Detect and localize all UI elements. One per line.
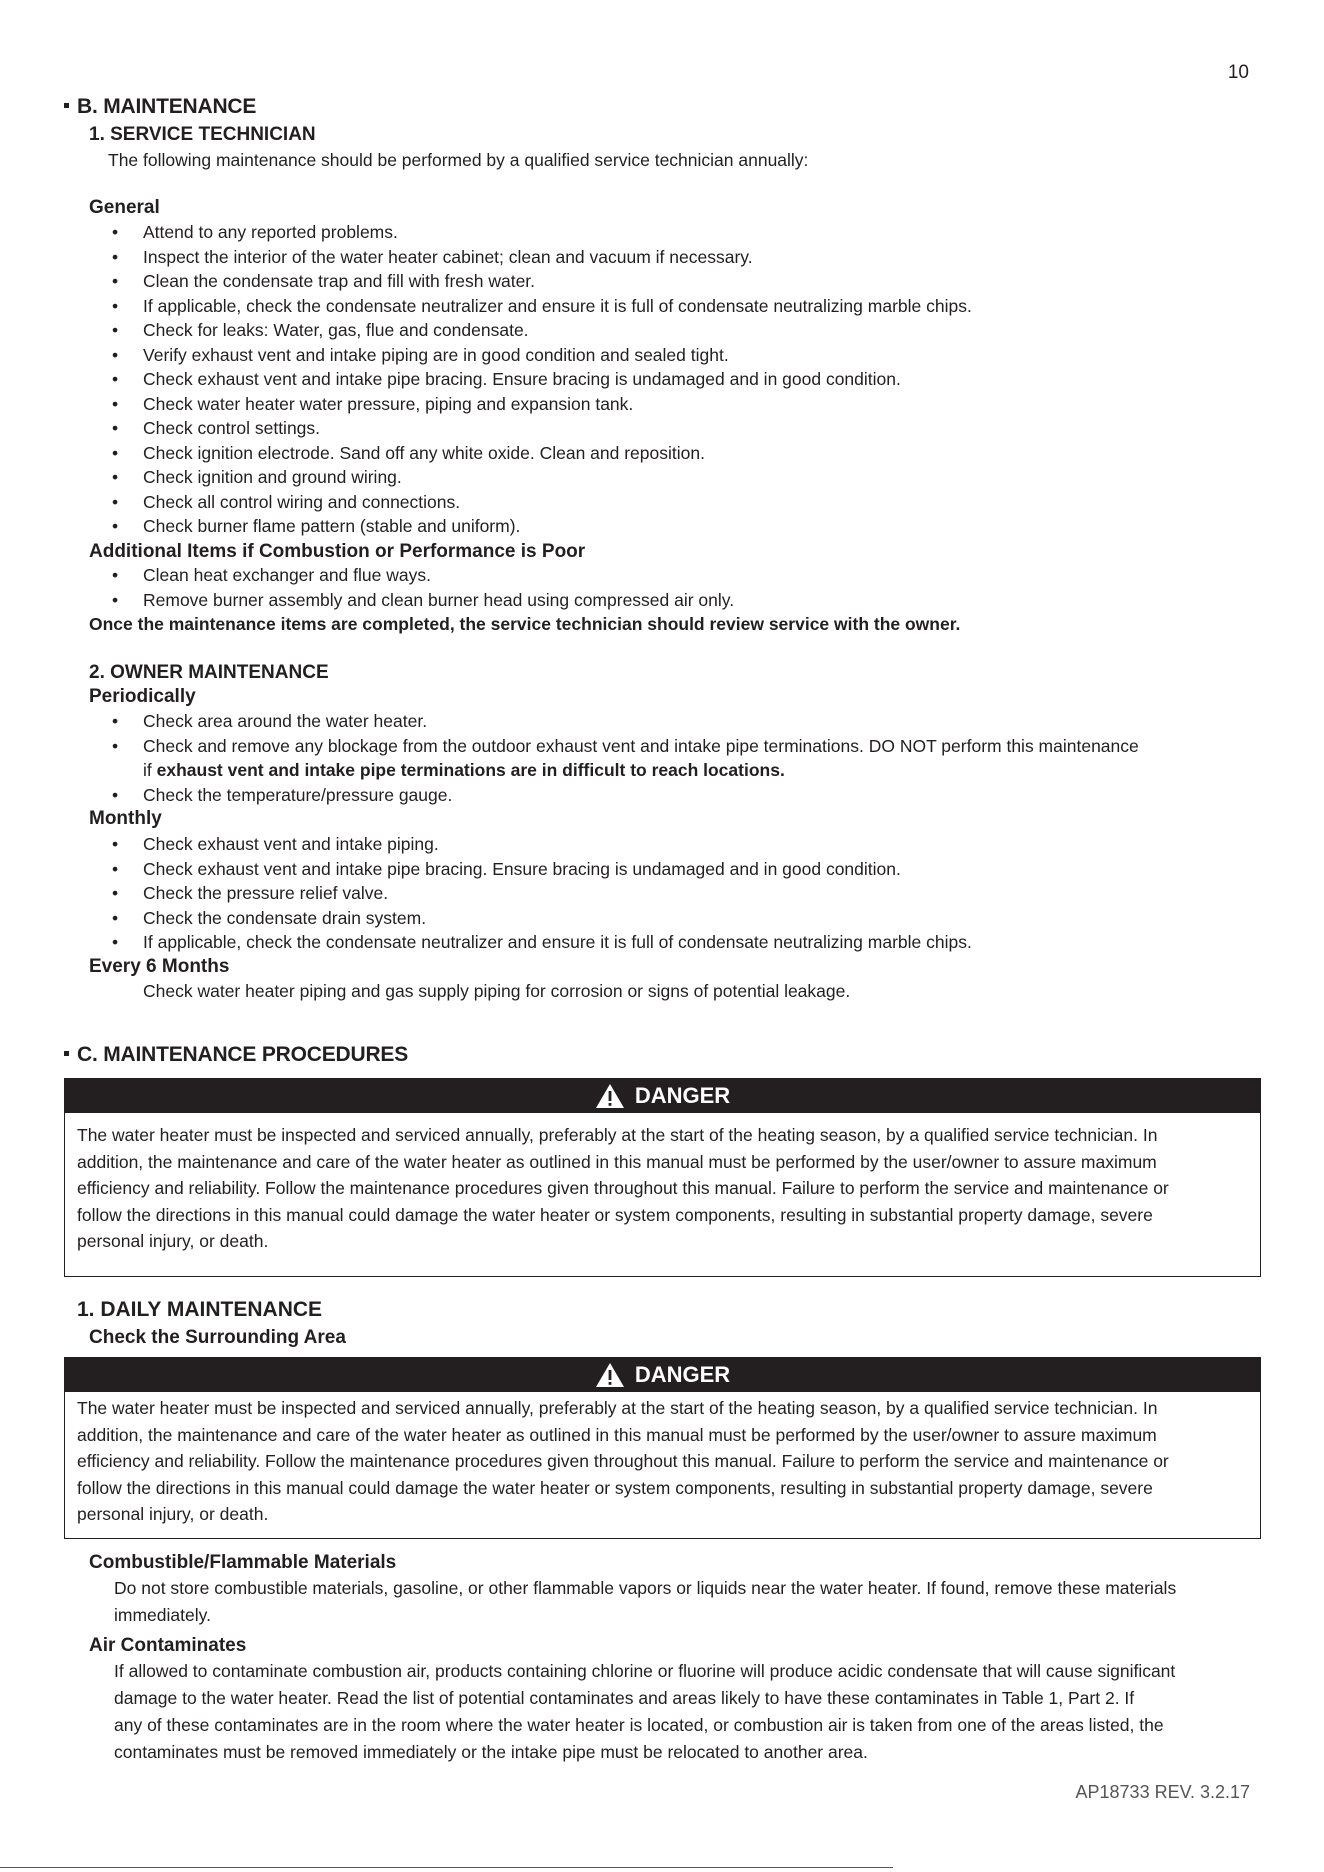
bullet-icon: • (112, 907, 119, 928)
combustible-label: Combustible/Flammable Materials (89, 1552, 397, 1573)
bullet-icon: • (112, 785, 119, 805)
periodically-label: Periodically (89, 686, 196, 707)
list-item (112, 590, 734, 611)
continuation-bold: exhaust vent and intake pipe terminations are in difficult to reach locations. (156, 760, 785, 780)
bullet-icon: • (112, 442, 119, 463)
warning-triangle-icon (595, 1083, 625, 1109)
bullet-icon: • (112, 932, 119, 952)
list-item-text: Check the pressure relief valve. (143, 883, 389, 903)
bullet-icon: • (112, 393, 119, 414)
service-technician-heading: 1. SERVICE TECHNICIAN (89, 124, 316, 145)
danger-text-line: addition, the maintenance and care of the water heater as outlined in this manual must be performed by the user/owner to assure maximum (77, 1424, 1157, 1445)
surrounding-area-label: Check the Surrounding Area (89, 1327, 346, 1348)
bullet-icon: • (112, 418, 119, 438)
danger-bar (65, 1358, 1260, 1392)
list-item (112, 271, 535, 292)
list-item (112, 859, 901, 880)
list-item (112, 516, 520, 537)
list-item-text: Check exhaust vent and intake pipe bracing. Ensure bracing is undamaged and in good condition. (143, 858, 901, 879)
list-item (112, 932, 972, 953)
list-item-text: Clean heat exchanger and flue ways. (143, 565, 431, 585)
section-bullet-icon (64, 1051, 69, 1056)
list-item-text: Remove burner assembly and clean burner head using compressed air only. (143, 589, 735, 610)
bullet-icon: • (112, 295, 119, 316)
list-item (112, 834, 439, 855)
bullet-icon: • (112, 491, 119, 512)
danger-text-line: follow the directions in this manual could damage the water heater or system components, resulting in substantial property damage, severe (77, 1204, 1153, 1225)
owner-maintenance-heading: 2. OWNER MAINTENANCE (89, 662, 329, 683)
list-item (112, 418, 320, 439)
list-item (112, 222, 398, 243)
general-label: General (89, 197, 160, 218)
list-item-text: Clean the condensate trap and fill with fresh water. (143, 271, 536, 291)
list-item (112, 908, 426, 929)
list-item-text: Check exhaust vent and intake pipe bracing. Ensure bracing is undamaged and in good condition. (143, 369, 901, 389)
bullet-icon: • (112, 516, 119, 536)
danger-text-line: personal injury, or death. (77, 1504, 269, 1524)
continuation-prefix: if (143, 760, 152, 780)
bullet-icon: • (112, 834, 119, 854)
bullet-icon: • (112, 271, 119, 291)
list-item (112, 369, 901, 390)
section-b-title: B. MAINTENANCE (77, 95, 257, 118)
list-item-text: Check for leaks: Water, gas, flue and condensate. (143, 320, 529, 340)
warning-triangle-icon (595, 1362, 625, 1388)
bullet-icon: • (112, 246, 119, 267)
paragraph-line: any of these contaminates are in the room where the water heater is located, or combustion air is taken from one of the areas listed, the (114, 1715, 1164, 1735)
bottom-rule (0, 1867, 893, 1868)
service-technician-intro: The following maintenance should be performed by a qualified service technician annually: (108, 150, 809, 170)
paragraph-line: Do not store combustible materials, gasoline, or other flammable vapors or liquids near the water heater. If found, remove these materials (114, 1578, 1177, 1598)
page-number: 10 (1227, 62, 1249, 83)
danger-label: DANGER (634, 1362, 731, 1387)
periodically-continuation (143, 760, 785, 781)
list-item (112, 296, 972, 317)
section-b-heading (64, 95, 256, 119)
danger-box-2 (64, 1357, 1261, 1539)
closing-note: Once the maintenance items are completed, the service technician should review service with the owner. (89, 614, 961, 634)
list-item-text: If applicable, check the condensate neutralizer and ensure it is full of condensate neutralizing marble chips. (143, 295, 972, 316)
air-contaminates-label: Air Contaminates (89, 1635, 247, 1656)
list-item-text: Check the temperature/pressure gauge. (143, 785, 453, 805)
paragraph-line: damage to the water heater. Read the list of potential contaminates and areas likely to have these contaminates in Table 1, Part 2. If (114, 1688, 1135, 1708)
additional-items-label: Additional Items if Combustion or Performance is Poor (89, 541, 586, 562)
danger-text-line: The water heater must be inspected and serviced annually, preferably at the start of the heating season, by a qualified service technician. In (77, 1125, 1158, 1145)
paragraph-line: If allowed to contaminate combustion air, products containing chlorine or fluorine will produce acidic condensate that will cause significant (114, 1661, 1176, 1681)
bullet-icon: • (112, 320, 119, 340)
danger-text-line: The water heater must be inspected and serviced annually, preferably at the start of the heating season, by a qualified service technician. In (77, 1398, 1158, 1418)
list-item (112, 345, 729, 366)
list-item (112, 247, 753, 268)
list-item-text: If applicable, check the condensate neutralizer and ensure it is full of condensate neutralizing marble chips. (143, 932, 972, 952)
list-item-text: Check area around the water heater. (143, 711, 428, 731)
danger-label: DANGER (634, 1083, 731, 1108)
list-item-text: Check all control wiring and connections. (143, 491, 461, 512)
danger-bar (65, 1079, 1260, 1113)
bullet-icon: • (112, 589, 119, 610)
list-item (112, 467, 402, 488)
document-code: AP18733 REV. 3.2.17 (1075, 1782, 1250, 1802)
list-item (112, 492, 460, 513)
bullet-icon: • (112, 369, 119, 389)
danger-text (65, 1392, 1260, 1537)
list-item (112, 443, 705, 464)
six-months-text: Check water heater piping and gas supply piping for corrosion or signs of potential leakage. (143, 981, 851, 1001)
section-c-heading (64, 1043, 408, 1067)
bullet-icon: • (112, 565, 119, 585)
monthly-label: Monthly (89, 808, 162, 829)
list-item (112, 394, 633, 415)
list-item-text: Verify exhaust vent and intake piping are in good condition and sealed tight. (143, 344, 729, 365)
list-item (112, 736, 1139, 757)
danger-text-line: follow the directions in this manual could damage the water heater or system components, resulting in substantial property damage, severe (77, 1477, 1153, 1498)
list-item (112, 883, 388, 904)
list-item-text: Check and remove any blockage from the outdoor exhaust vent and intake pipe terminations. DO NOT perform this maintenance (143, 736, 1139, 756)
list-item-text: Attend to any reported problems. (143, 222, 398, 242)
list-item-text: Check water heater water pressure, piping and expansion tank. (143, 393, 634, 414)
danger-text-line: efficiency and reliability. Follow the maintenance procedures given throughout this manual. Failure to perform the service and maintenance or (77, 1178, 1169, 1198)
list-item-text: Check ignition and ground wiring. (143, 467, 402, 487)
danger-text (65, 1113, 1260, 1264)
list-item (112, 565, 431, 586)
section-c-title: C. MAINTENANCE PROCEDURES (77, 1043, 409, 1066)
bullet-icon: • (112, 883, 119, 903)
list-item-text: Check burner flame pattern (stable and uniform). (143, 516, 521, 536)
list-item (112, 785, 452, 806)
list-item-text: Check control settings. (143, 418, 321, 438)
list-item-text: Check exhaust vent and intake piping. (143, 834, 439, 854)
danger-box-1 (64, 1078, 1261, 1277)
daily-maintenance-heading: 1. DAILY MAINTENANCE (77, 1298, 323, 1321)
bullet-icon: • (112, 711, 119, 731)
paragraph-line: contaminates must be removed immediately or the intake pipe must be relocated to another area. (114, 1742, 868, 1762)
section-bullet-icon (64, 103, 69, 108)
list-item (112, 320, 529, 341)
paragraph-line: immediately. (114, 1605, 211, 1625)
list-item-text: Inspect the interior of the water heater cabinet; clean and vacuum if necessary. (143, 246, 753, 267)
bullet-icon: • (112, 467, 119, 487)
danger-text-line: addition, the maintenance and care of the water heater as outlined in this manual must be performed by the user/owner to assure maximum (77, 1151, 1157, 1172)
bullet-icon: • (112, 344, 119, 365)
danger-text-line: personal injury, or death. (77, 1231, 269, 1251)
bullet-icon: • (112, 736, 119, 756)
six-months-label: Every 6 Months (89, 956, 230, 977)
list-item-text: Check ignition electrode. Sand off any white oxide. Clean and reposition. (143, 442, 705, 463)
list-item-text: Check the condensate drain system. (143, 907, 427, 928)
bullet-icon: • (112, 858, 119, 879)
bullet-icon: • (112, 222, 119, 242)
list-item (112, 711, 427, 732)
danger-text-line: efficiency and reliability. Follow the maintenance procedures given throughout this manual. Failure to perform the service and maintenance or (77, 1451, 1169, 1471)
